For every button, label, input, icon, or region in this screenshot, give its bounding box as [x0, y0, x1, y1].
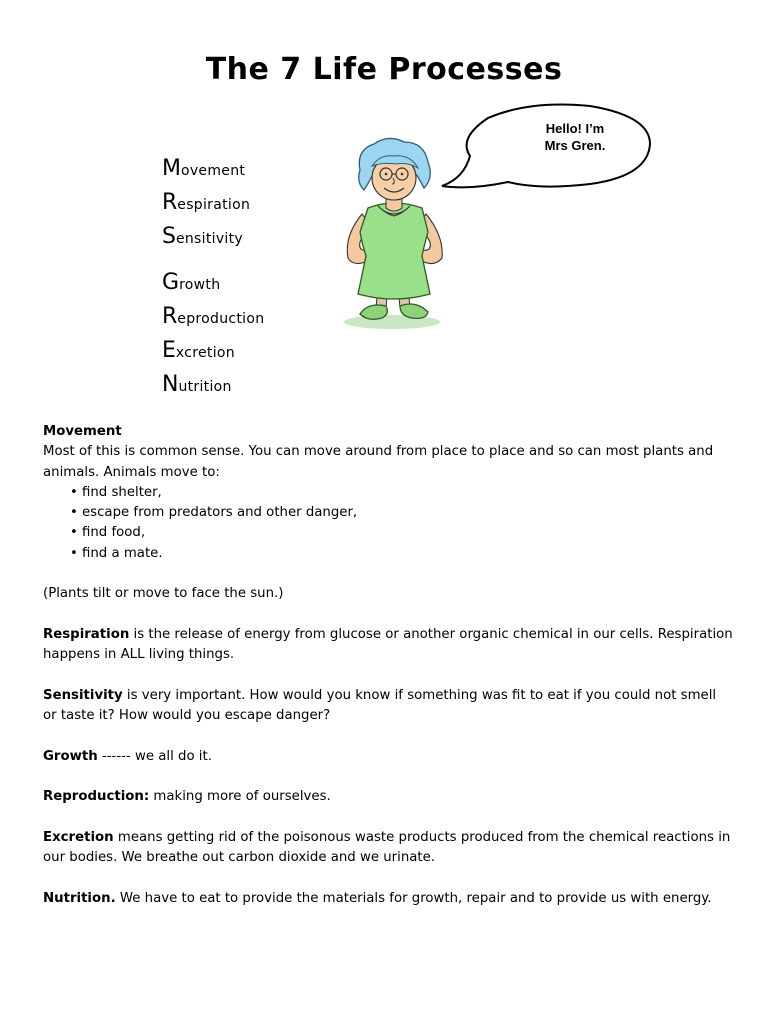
paragraph-sensitivity [43, 686, 733, 727]
mnemonic-item [162, 152, 264, 186]
mnemonic-rest: rowth [179, 277, 221, 293]
mnemonic-item [162, 300, 264, 334]
explanations [43, 422, 733, 909]
term: Excretion [43, 829, 114, 845]
section-heading: Movement [43, 424, 122, 439]
definition: making more of ourselves. [149, 789, 331, 805]
paragraph-nutrition [43, 889, 733, 909]
term: Sensitivity [43, 687, 123, 703]
mnemonic-initial: R [162, 304, 178, 329]
list-item: • escape from predators and other danger, [70, 503, 733, 523]
mnemonic-rest: xcretion [175, 345, 235, 361]
mnemonic-rest: ovement [180, 163, 246, 179]
definition: We have to eat to provide the materials for growth, repair and to provide us with energy. [115, 890, 712, 906]
speech-line: Hello! I’m [545, 121, 605, 136]
list-item: • find shelter, [70, 483, 733, 503]
bullet-list [43, 483, 733, 564]
mnemonic-initial: M [162, 156, 181, 181]
mnemonic-item [162, 220, 264, 254]
speech-line: Mrs Gren. [544, 138, 606, 153]
term: Respiration [43, 626, 130, 642]
paragraph-reproduction [43, 787, 733, 807]
definition: is very important. How would you know if something was fit to eat if you could not smell or taste it? How would you escape danger? [43, 687, 717, 724]
definition: is the release of energy from glucose or another organic chemical in our cells. Respiration happens in ALL living things. [43, 626, 733, 663]
mnemonic-initial: E [162, 338, 176, 363]
list-item: • find food, [70, 523, 733, 543]
page-title: The 7 Life Processes [205, 52, 563, 87]
paragraph-growth [43, 747, 733, 767]
mnemonic-initial: R [162, 190, 178, 215]
definition: means getting rid of the poisonous waste products produced from the chemical reactions in our bodies. We breathe out carbon dioxide and we urinate. [43, 829, 731, 866]
mnemonic-item [162, 266, 264, 300]
mnemonic-rest: ensitivity [175, 231, 243, 247]
section-note: (Plants tilt or move to face the sun.) [43, 586, 284, 602]
mnemonic-initial: N [162, 372, 179, 397]
mnemonic-rest: utrition [178, 379, 232, 395]
term: Nutrition. [43, 890, 116, 906]
section-text: Most of this is common sense. You can move around from place to place and so can most plants and animals. Animals move to: [43, 444, 714, 480]
mnemonic-item [162, 186, 264, 220]
definition: ------ we all do it. [97, 748, 212, 764]
paragraph-excretion [43, 828, 733, 869]
list-item: • find a mate. [70, 544, 733, 564]
mnemonic-item [162, 334, 264, 368]
paragraph-respiration [43, 625, 733, 666]
term: Growth [43, 748, 98, 764]
mnemonic-rest: eproduction [177, 311, 265, 327]
mnemonic-initial: G [162, 270, 180, 295]
term: Reproduction: [43, 789, 150, 805]
mnemonic-rest: espiration [177, 197, 251, 213]
mnemonic-initial: S [162, 224, 176, 249]
speech-bubble-text [500, 120, 650, 154]
mrs-gren-mnemonic [162, 152, 264, 402]
mnemonic-item [162, 368, 264, 402]
